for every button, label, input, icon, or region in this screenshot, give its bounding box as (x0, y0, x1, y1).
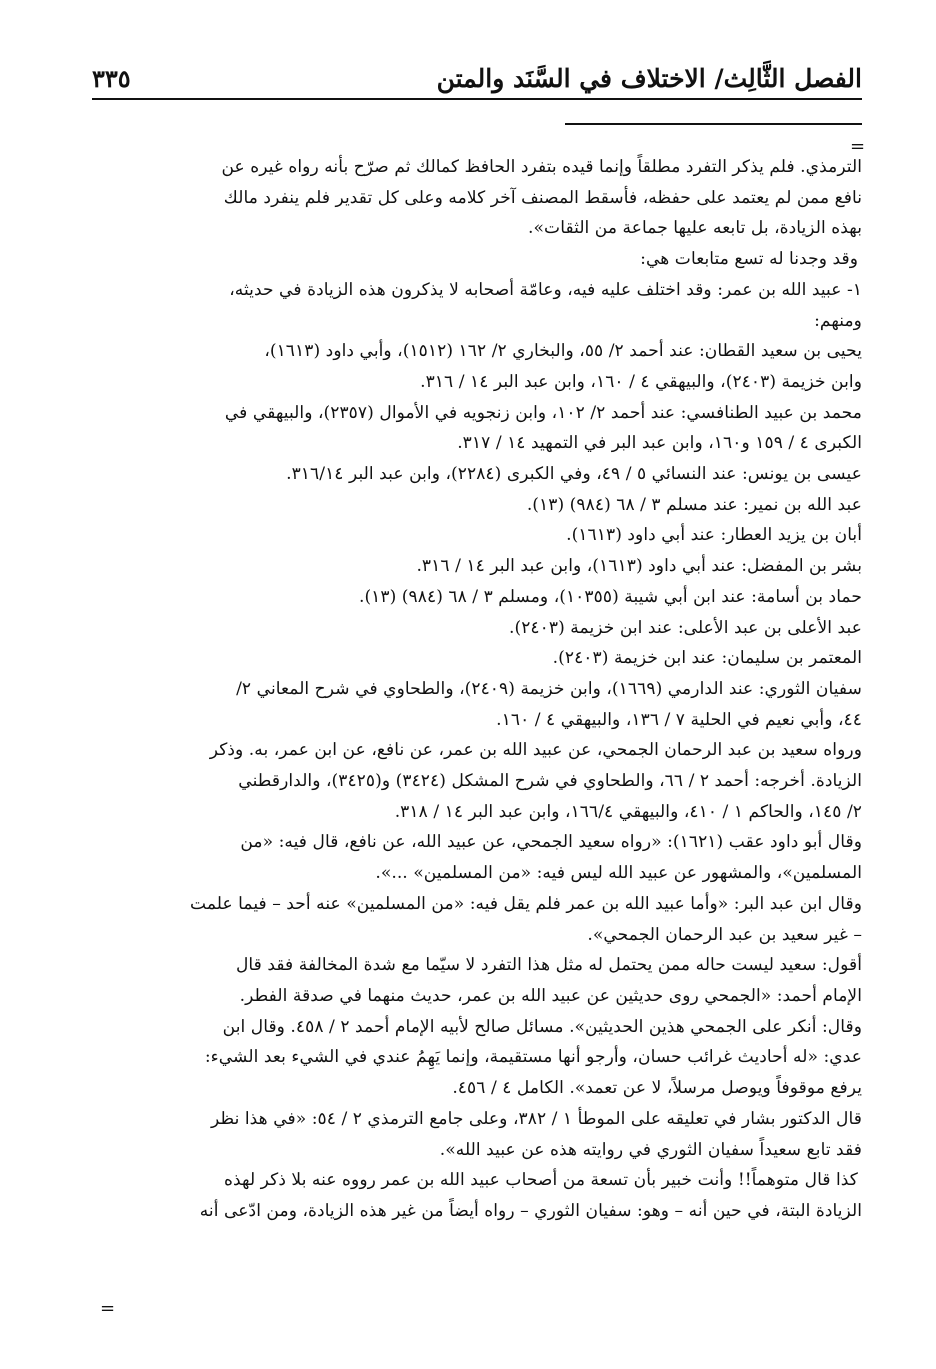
text-line: أقول: سعيد ليست حاله ممن يحتمل له مثل هذا التفرد لا سيّما مع شدة المخالفة فقد قال (235, 955, 862, 976)
text-line: حماد بن أسامة: عند ابن أبي شيبة (١٠٣٥٥)، ومسلم ٣ / ٦٨ (٩٨٤) (١٣). (358, 586, 862, 607)
text-line: الزيادة. أخرجه: أحمد ٢ / ٦٦، والطحاوي في شرح المشكل (٣٤٢٤) و(٣٤٢٥)، والدارقطني (238, 771, 862, 792)
text-line: عدي: «له أحاديث غرائب حسان، وأرجو أنها مستقيمة، وإنما يَهِمُ عندي في الشيء بعد الشيء: (204, 1047, 862, 1068)
continuation-mark-top: = (850, 136, 866, 157)
text-line: محمد بن عبيد الطنافسي: عند أحمد ٢/ ١٠٢، وابن زنجويه في الأموال (٢٣٥٧)، والبيهقي في (224, 402, 862, 423)
text-line: قال الدكتور بشار في تعليقه على الموطأ ١ / ٣٨٢، وعلى جامع الترمذي ٢ / ٥٤: «في هذا نظر (211, 1108, 862, 1129)
text-line: الكبرى ٤ / ١٥٩ و١٦٠، وابن عبد البر في التمهيد ١٤ / ٣١٧. (457, 433, 862, 454)
text-line: بهذه الزيادة، بل تابعه عليها جماعة من الثقات». (528, 218, 862, 239)
text-line: وقال ابن عبد البر: «وأما عبيد الله بن عمر فلم يقل فيه: «من المسلمين» عنه أحد – فيما علمت (189, 893, 862, 914)
text-line: ومنهم: (814, 310, 862, 331)
text-line: بشر بن المفضل: عند أبي داود (١٦١٣)، وابن عبد البر ١٤ / ٣١٦. (416, 556, 862, 577)
text-line: الإمام أحمد: «الجمحي روى حديثين عن عبيد الله بن عمر، حديث منهما في صدقة الفطر. (239, 985, 862, 1006)
text-line: كذا قال متوهماً!! وأنت خبير بأن تسعة من أصحاب عبيد الله بن عمر رووه عنه بلا ذكر لهذه (224, 1170, 858, 1191)
running-title: الفصل الثَّالِث/ الاختلاف في السَّنَد والمتن (436, 64, 862, 93)
text-line: المعتمر بن سليمان: عند ابن خزيمة (٢٤٠٣). (552, 648, 862, 669)
text-line: يرفع موقوفاً ويوصل مرسلاً، لا عن تعمد». الكامل ٤ / ٤٥٦. (452, 1078, 862, 1099)
text-line: وقال: أنكر على الجمحي هذين الحديثين». مسائل صالح لأبيه الإمام أحمد ٢ / ٤٥٨. وقال ابن (222, 1016, 862, 1037)
text-line: – غير سعيد بن عبد الرحمان الجمحي». (587, 924, 862, 945)
text-line: ٢/ ١٤٥، والحاكم ١ / ٤١٠، والبيهقي ١٦٦/٤، وابن عبد البر ١٤ / ٣١٨. (394, 801, 862, 822)
continuation-mark-bottom: = (100, 1298, 116, 1319)
text-line: الزيادة البتة، في حين أنه – وهو: سفيان الثوري – رواه أيضاً من غير هذه الزيادة، ومن ادّعى أنه (199, 1200, 862, 1221)
text-line: ٤٤، وأبي نعيم في الحلية ٧ / ١٣٦، والبيهقي ٤ / ١٦٠. (496, 709, 862, 730)
footnote-separator (565, 123, 862, 125)
text-line: عيسى بن يونس: عند النسائي ٥ / ٤٩، وفي الكبرى (٢٢٨٤)، وابن عبد البر ٣١٦/١٤. (286, 464, 862, 485)
page-header (92, 52, 862, 100)
text-line: وابن خزيمة (٢٤٠٣)، والبيهقي ٤ / ١٦٠، وابن عبد البر ١٤ / ٣١٦. (420, 371, 862, 392)
text-line: ورواه سعيد بن عبد الرحمان الجمحي، عن عبيد الله بن عمر، عن نافع، عن ابن عمر، به. وذكر (209, 740, 862, 761)
text-line: نافع ممن لم يعتمد على حفظه، فأسقط المصنف آخر كلامه وعلى كل تقدير فلم ينفرد مالك (223, 187, 862, 208)
page-number: ٣٣٥ (92, 64, 131, 93)
text-line: سفيان الثوري: عند الدارمي (١٦٦٩)، وابن خزيمة (٢٤٠٩)، والطحاوي في شرح المعاني ٢/ (236, 678, 862, 699)
text-line: الترمذي. فلم يذكر التفرد مطلقاً وإنما قيده بتفرد الحافظ كمالك ثم صرّح بأنه رواه غيره عن (221, 157, 862, 177)
text-line: وقد وجدنا له تسع متابعات هي: (640, 249, 858, 270)
text-line: يحيى بن سعيد القطان: عند أحمد ٢/ ٥٥، والبخاري ٢/ ١٦٢ (١٥١٢)، وأبي داود (١٦١٣)، (264, 341, 862, 362)
text-line: فقد تابع سعيداً سفيان الثوري في روايته هذه عن عبيد الله». (439, 1139, 862, 1160)
footnote-text (100, 152, 862, 1227)
text-line: عبد الله بن نمير: عند مسلم ٣ / ٦٨ (٩٨٤) (١٣). (526, 494, 862, 515)
text-line: أبان بن يزيد العطار: عند أبي داود (١٦١٣). (566, 525, 862, 546)
text-line: ١- عبيد الله بن عمر: وقد اختلف عليه فيه، وعامّة أصحابه لا يذكرون هذه الزيادة في حديثه، (229, 279, 862, 300)
text-line: عبد الأعلى بن عبد الأعلى: عند ابن خزيمة (٢٤٠٣). (509, 617, 862, 638)
text-line: المسلمين»، والمشهور عن عبيد الله ليس فيه: «من المسلمين» ...». (375, 863, 862, 884)
text-line: وقال أبو داود عقب (١٦٢١): «رواه سعيد الجمحي، عن عبيد الله، عن نافع، قال فيه: «من (240, 832, 862, 853)
